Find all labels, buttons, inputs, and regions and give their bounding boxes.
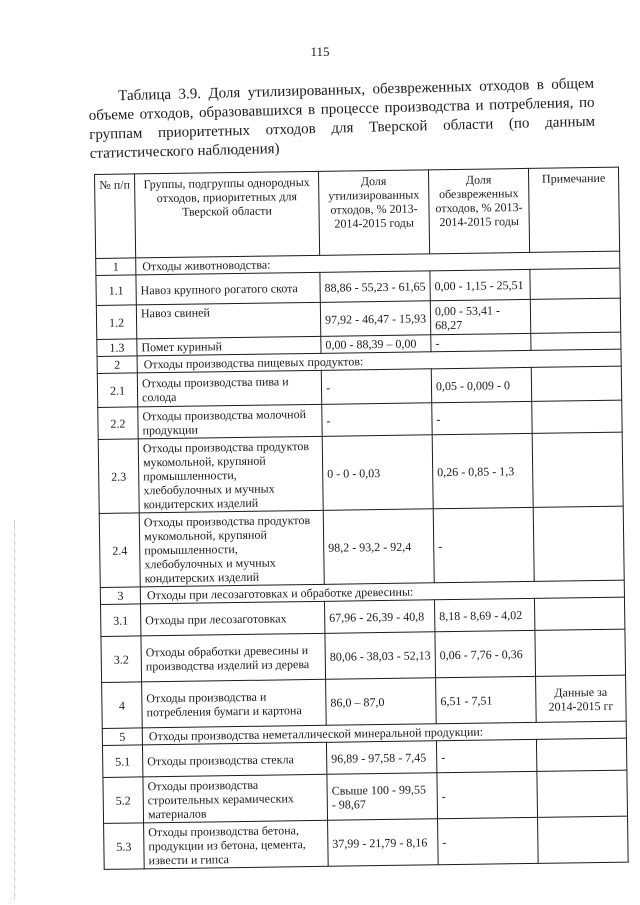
row-name: Отходы производства пива и солода bbox=[137, 370, 321, 407]
row-num: 2.2 bbox=[98, 407, 138, 440]
row-name: Отходы производства продуктов мукомольной, крупяной промышленности, хлебобулочных и мучных кондитерских изделий bbox=[139, 510, 324, 587]
row-neutralized: 0,00 - 53,41 - 68,27 bbox=[430, 299, 530, 334]
row-note bbox=[530, 268, 620, 299]
table-body bbox=[96, 251, 628, 869]
row-note bbox=[532, 432, 623, 507]
row-utilized: 98,2 - 93,2 - 92,4 bbox=[323, 509, 434, 585]
row-num: 3.2 bbox=[101, 636, 142, 683]
table-row bbox=[103, 770, 628, 823]
row-neutralized: 8,18 - 8,69 - 4,02 bbox=[434, 598, 534, 631]
row-neutralized: 0,00 - 1,15 - 25,51 bbox=[430, 269, 530, 300]
section-title: Отходы производства неметаллической минеральной продукции: bbox=[142, 721, 626, 745]
row-num: 5.3 bbox=[104, 823, 145, 870]
row-name: Отходы производства продуктов мукомольной, крупяной промышленности, хлебобулочных и мучных кондитерских изделий bbox=[138, 436, 323, 513]
row-note: Данные за 2014-2015 гг bbox=[536, 675, 627, 722]
header-group: Группы, подгруппы однородных отходов, приоритетных для Тверской области bbox=[135, 171, 320, 258]
section-num: 5 bbox=[102, 728, 142, 746]
caption-text: Таблица 3.9. Доля утилизированных, обезвреженных отходов в общем объеме отходов, образовавшихся в процессе производства и потребления, по группам приоритетных отходов для Тверской области (по данным статистического наблюдения) bbox=[88, 75, 596, 162]
row-note bbox=[537, 770, 628, 817]
row-utilized: - bbox=[322, 403, 432, 437]
row-num: 5.1 bbox=[102, 745, 142, 778]
row-num: 2.1 bbox=[97, 373, 137, 408]
row-name: Отходы производства бетона, продукции из бетона, цемента, извести и гипса bbox=[144, 820, 329, 869]
row-note bbox=[533, 506, 624, 581]
row-neutralized: 6,51 - 7,51 bbox=[436, 676, 537, 723]
table-row bbox=[101, 629, 626, 682]
row-num: 3.1 bbox=[101, 604, 141, 637]
row-utilized: - bbox=[321, 369, 431, 405]
row-note bbox=[531, 332, 621, 350]
row-name: Отходы производства стекла bbox=[142, 742, 326, 777]
row-neutralized: - bbox=[438, 817, 539, 864]
row-note bbox=[538, 816, 629, 863]
table-row bbox=[102, 675, 627, 728]
table-row bbox=[99, 506, 624, 587]
row-neutralized: 0,26 - 0,85 - 1,3 bbox=[432, 433, 533, 508]
section-title: Отходы при лесозаготовках и обработке древесины: bbox=[140, 580, 624, 604]
section-num: 1 bbox=[96, 258, 136, 276]
row-utilized: 96,89 - 97,58 - 7,45 bbox=[326, 741, 436, 775]
row-neutralized: - bbox=[431, 333, 531, 351]
row-note bbox=[535, 629, 626, 676]
row-num: 5.2 bbox=[103, 777, 144, 824]
row-utilized: 88,86 - 55,23 - 61,65 bbox=[320, 271, 430, 303]
row-name: Отходы обработки древесины и производства изделий из дерева bbox=[141, 633, 326, 682]
row-utilized: 97,92 - 46,47 - 15,93 bbox=[320, 301, 430, 337]
page-number: 115 bbox=[310, 44, 330, 59]
section-num: 3 bbox=[100, 587, 140, 605]
row-neutralized: - bbox=[437, 771, 538, 818]
row-neutralized: - bbox=[432, 401, 532, 434]
row-utilized: 67,96 - 26,39 - 40,8 bbox=[324, 600, 434, 634]
row-utilized: 0 - 0 - 0,03 bbox=[322, 435, 433, 511]
row-neutralized: 0,06 - 7,76 - 0,36 bbox=[435, 630, 536, 677]
waste-table-wrapper bbox=[94, 167, 628, 870]
header-neutralized: Доля обезвреженных отходов, % 2013-2014-2015 годы bbox=[428, 168, 529, 253]
row-note bbox=[531, 366, 621, 401]
row-note bbox=[532, 400, 622, 433]
row-name: Отходы производства и потребления бумаги и картона bbox=[142, 679, 327, 728]
row-name: Помет куриный bbox=[137, 336, 321, 356]
row-name: Навоз свиней bbox=[136, 302, 320, 339]
table-caption bbox=[88, 75, 596, 164]
row-num: 1.3 bbox=[97, 339, 137, 357]
row-num: 2.4 bbox=[99, 513, 140, 588]
table-row bbox=[104, 816, 629, 869]
row-utilized: 37,99 - 21,79 - 8,16 bbox=[328, 819, 439, 867]
row-utilized: 86,0 – 87,0 bbox=[326, 678, 437, 726]
row-note bbox=[530, 298, 620, 333]
row-num: 2.3 bbox=[98, 439, 139, 514]
row-utilized: Свыше 100 - 99,55 - 98,67 bbox=[327, 773, 438, 821]
section-title: Отходы животноводства: bbox=[136, 251, 620, 275]
row-neutralized: 0,05 - 0,009 - 0 bbox=[431, 367, 531, 402]
header-num: № п/п bbox=[95, 174, 136, 259]
row-utilized: 0,00 - 88,39 – 0,00 bbox=[321, 335, 431, 354]
table-row bbox=[98, 432, 623, 513]
row-name: Отходы при лесозаготовках bbox=[141, 601, 325, 636]
table-header-row bbox=[95, 167, 620, 258]
waste-share-table bbox=[94, 167, 629, 870]
row-name: Отходы производства молочной продукции bbox=[138, 404, 322, 439]
row-note bbox=[536, 738, 626, 771]
row-neutralized: - bbox=[433, 507, 534, 582]
row-num: 1.2 bbox=[96, 305, 136, 340]
header-note: Примечание bbox=[528, 167, 619, 252]
row-name: Навоз крупного рогатого скота bbox=[136, 272, 320, 305]
header-utilized: Доля утилизированных отходов, % 2013-2014-2015 годы bbox=[318, 170, 429, 256]
row-num: 1.1 bbox=[96, 275, 136, 306]
row-utilized: 80,06 - 38,03 - 52,13 bbox=[325, 632, 436, 680]
scan-edge-mark bbox=[14, 520, 16, 900]
section-num: 2 bbox=[97, 356, 137, 374]
row-num: 4 bbox=[102, 682, 143, 729]
row-name: Отходы производства строительных керамических материалов bbox=[143, 774, 328, 823]
row-note bbox=[534, 597, 624, 630]
section-title: Отходы производства пищевых продуктов: bbox=[137, 349, 621, 373]
row-neutralized: - bbox=[436, 739, 536, 772]
